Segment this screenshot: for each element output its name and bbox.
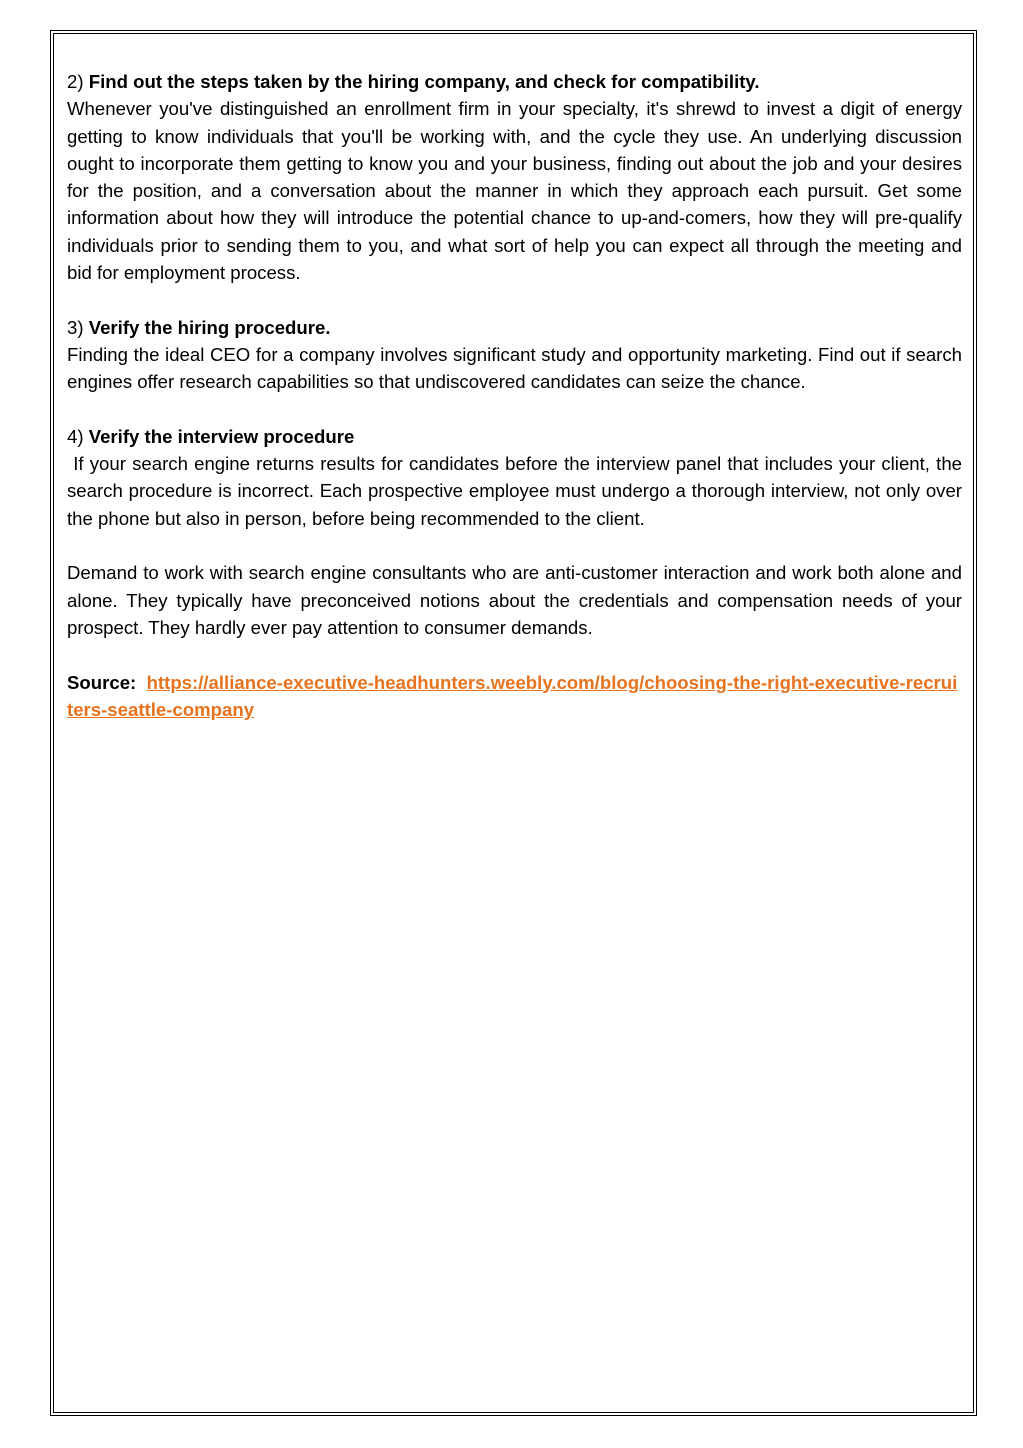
section-number: 3)	[67, 316, 84, 338]
section-paragraph: Finding the ideal CEO for a company involves significant study and opportunity marketing. Find out if search engines offer research capabilities so that undiscovered candidates can seize the chance.	[67, 343, 962, 393]
source-line	[67, 669, 962, 724]
section-title: Verify the hiring procedure.	[88, 316, 331, 338]
section-heading	[67, 68, 962, 95]
spacer	[67, 396, 962, 423]
source-label: Source:	[67, 671, 137, 693]
section-title: Verify the interview procedure	[88, 425, 355, 447]
document-body	[67, 68, 968, 723]
spacer	[67, 641, 962, 668]
section-paragraph: Whenever you've distinguished an enrollment firm in your specialty, it's shrewd to invest a digit of energy getting to know individuals that you'll be working with, and the cycle they use. An underlying discussion ought to incorporate them getting to know you and your business, finding out about the job and your desires for the position, and a conversation about the manner in which they approach each pursuit. Get some information about how they will introduce the potential chance to up-and-comers, how they will pre-qualify individuals prior to sending them to you, and what sort of help you can expect all through the meeting and bid for employment process.	[67, 98, 962, 284]
source-link[interactable]: https://alliance-executive-headhunters.weebly.com/blog/choosing-the-right-executive-recruiters-seattle-company	[67, 671, 958, 720]
section-number: 2)	[67, 71, 84, 92]
spacer	[67, 532, 962, 559]
section-title: Find out the steps taken by the hiring company, and check for compatibility.	[88, 71, 760, 92]
section-heading	[67, 423, 962, 450]
section-paragraph: If your search engine returns results for candidates before the interview panel that includes your client, the search procedure is incorrect. Each prospective employee must undergo a thorough interview, not only over the phone but also in person, before being recommended to the client.	[67, 453, 968, 529]
closing-paragraph: Demand to work with search engine consultants who are anti-customer interaction and work both alone and alone. They typically have preconceived notions about the credentials and compensation needs of your prospect. They hardly ever pay attention to consumer demands.	[67, 562, 962, 638]
section-number: 4)	[67, 425, 84, 447]
spacer	[67, 286, 962, 313]
section-heading	[67, 314, 962, 341]
